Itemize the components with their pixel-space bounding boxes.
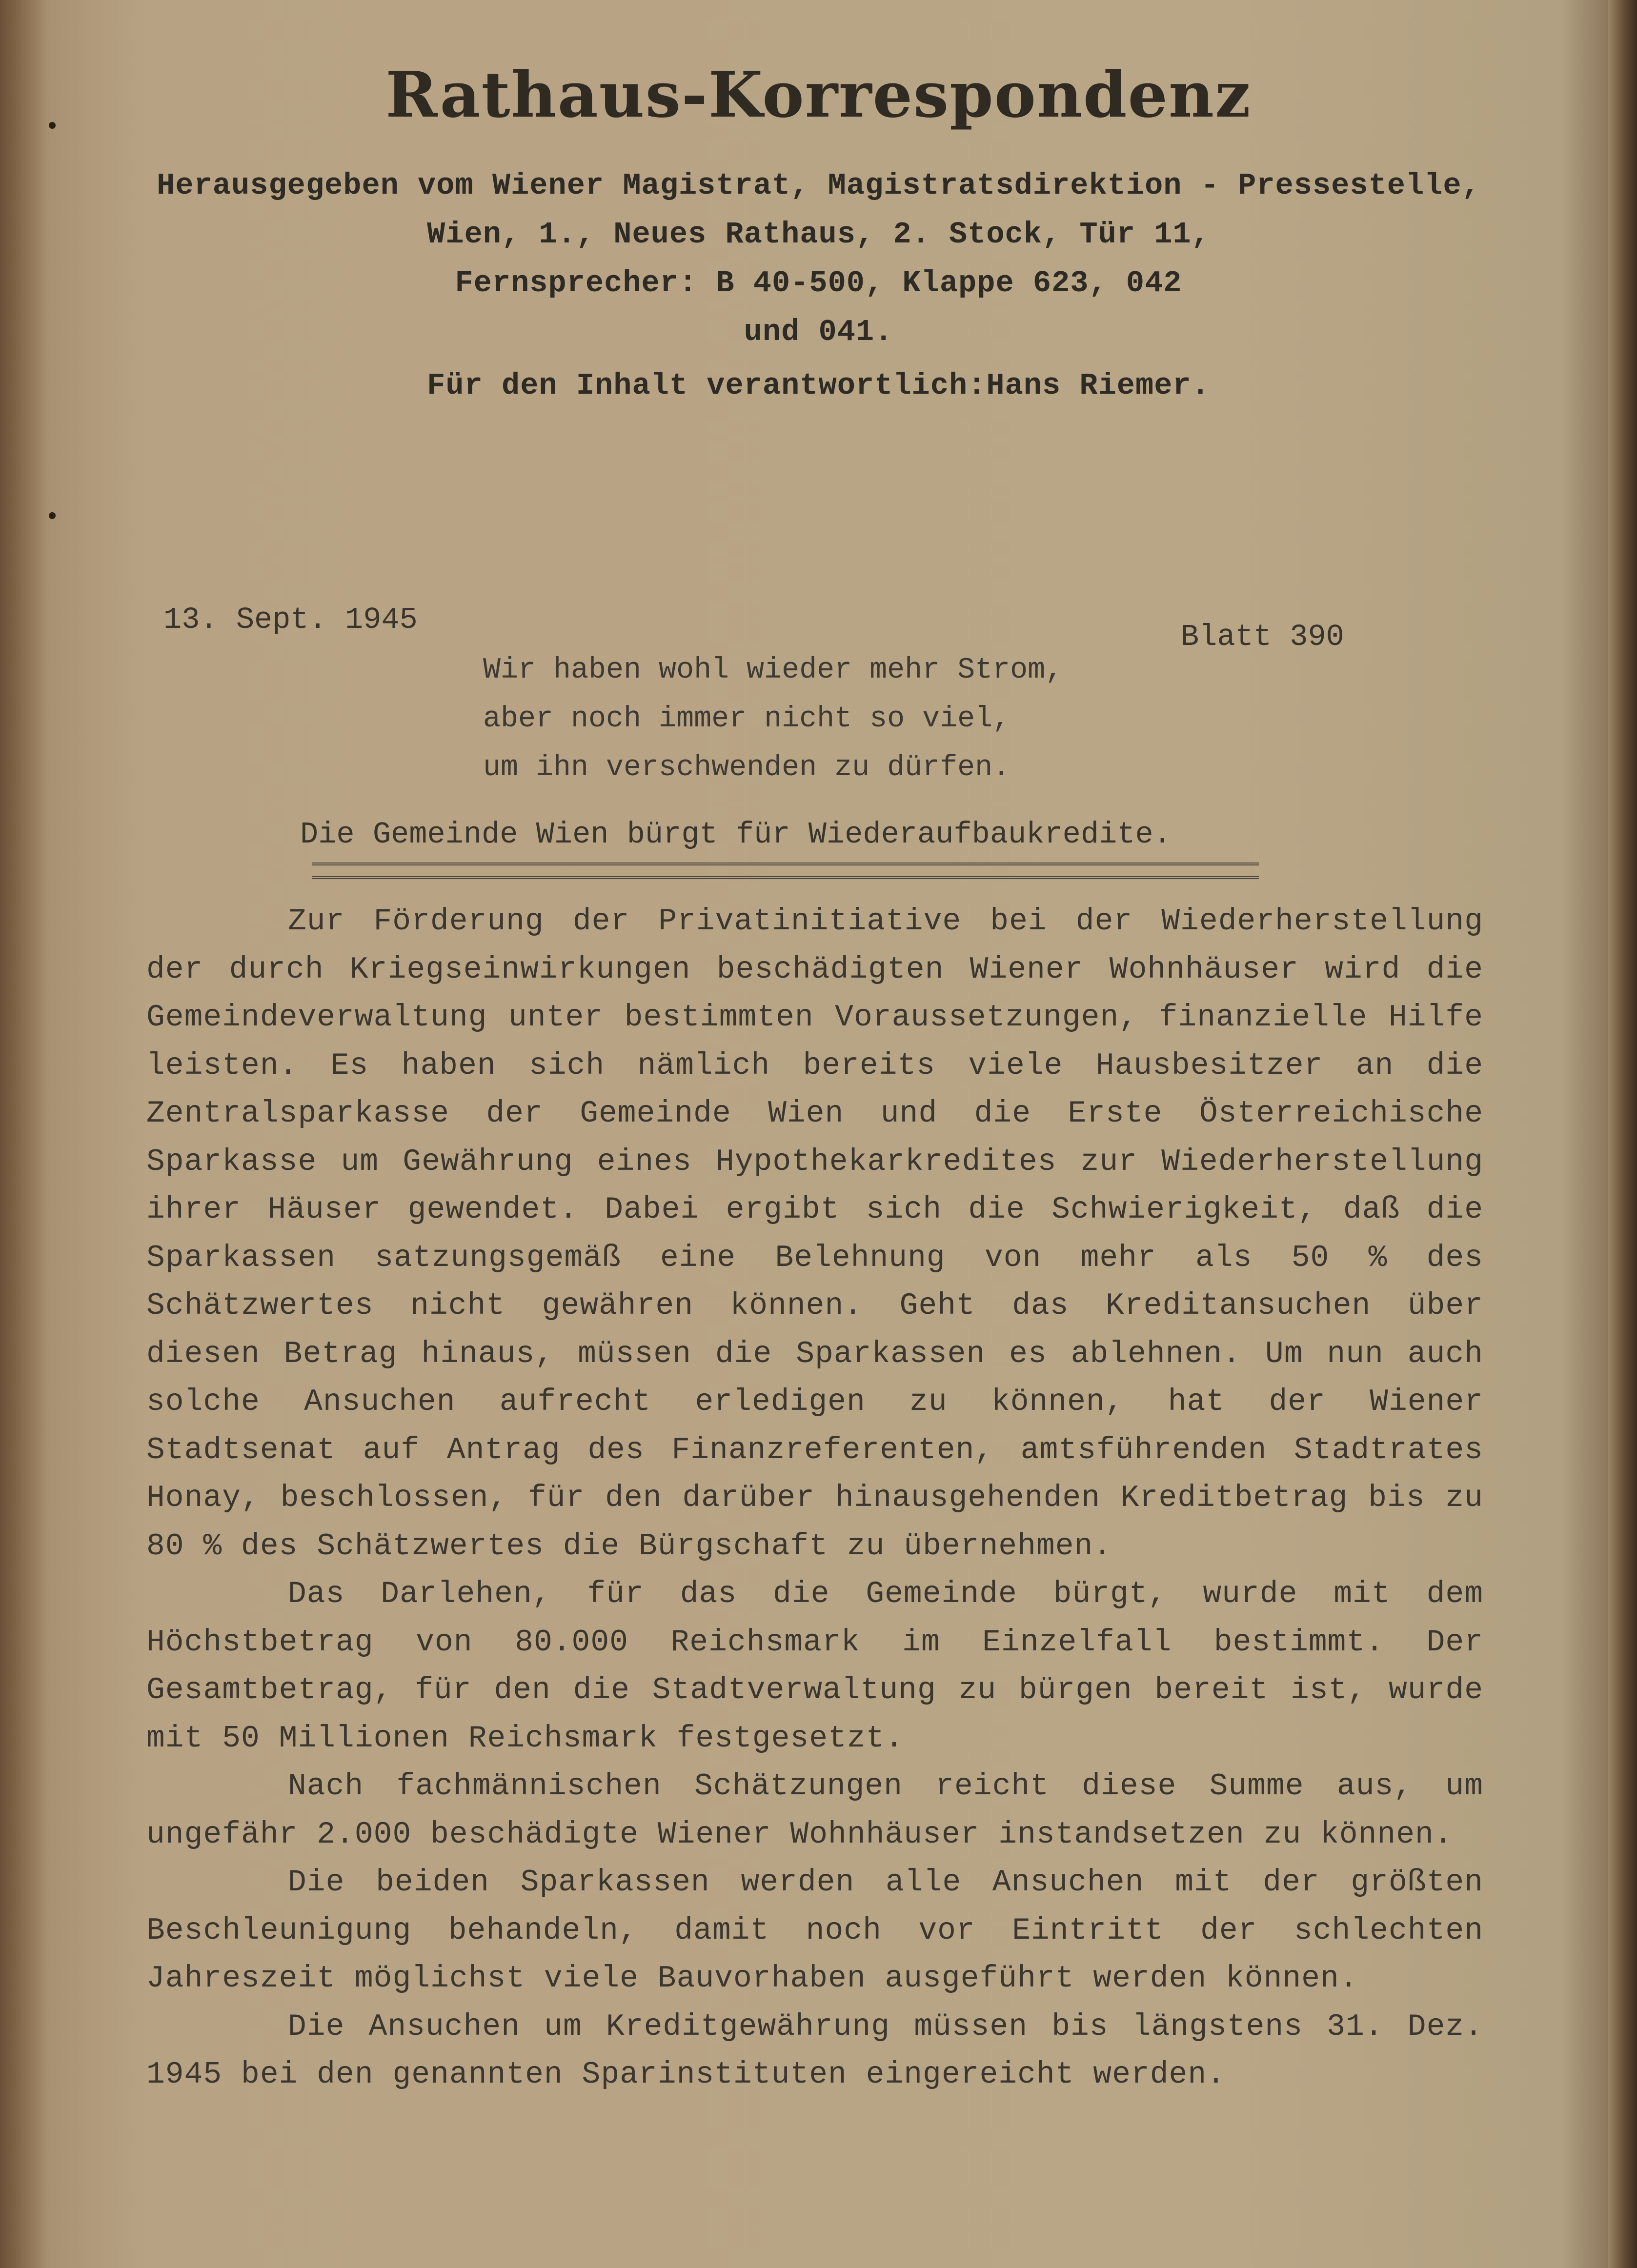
article-paragraph: Das Darlehen, für das die Gemeinde bürgt, wurde mit dem Höchstbetrag von 80.000 Reichsmark im Einzelfall bestimmt. Der Gesamtbetrag, für den die Stadtverwaltung zu bürgen bereit ist, wurde mit 50 Millionen Reichsmark festgesetzt. [146,1577,1483,1756]
binding-mark [49,512,56,519]
article-paragraph: Die Ansuchen um Kreditgewährung müssen bis längstens 31. Dez. 1945 bei den genannten Sparinstituten eingereicht werden. [146,2009,1483,2092]
phone-line: Fernsprecher: B 40-500, Klappe 623, 042 [455,266,1182,301]
phone-extension-line: und 041. [744,315,893,349]
address-line: Wien, 1., Neues Rathaus, 2. Stock, Tür 11, [427,217,1210,252]
masthead-title: Rathaus-Korrespondenz [385,59,1252,132]
publisher-line: Herausgegeben vom Wiener Magistrat, Magistratsdirektion - Pressestelle, [157,168,1480,203]
sheet-number: Blatt 390 [1181,620,1344,654]
motto-line: Wir haben wohl wieder mehr Strom, [483,654,1063,687]
title-double-underline [312,863,1259,879]
article-paragraph: Die beiden Sparkassen werden alle Ansuchen mit der größten Beschleunigung behandeln, damit noch vor Eintritt der schlechten Jahreszeit möglichst viele Bauvorhaben ausgeführt werden können. [146,1865,1483,1996]
article-paragraph: Nach fachmännischen Schätzungen reicht diese Summe aus, um ungefähr 2.000 beschädigte Wiener Wohnhäuser instandsetzen zu können. [146,1769,1483,1852]
motto-line: aber noch immer nicht so viel, [483,702,1010,736]
article-paragraph: Zur Förderung der Privatinitiative bei der Wiederherstellung der durch Kriegseinwirkungen beschädigten Wiener Wohnhäuser wird die Gemeindeverwaltung unter bestimmten Voraussetzungen, finanzielle Hilfe leisten. Es haben sich nämlich bereits viele Hausbesitzer an die Zentralsparkasse der Gemeinde Wien und die Erste Österreichische Sparkasse um Gewährung eines Hypothekarkredites zur Wiederherstellung ihrer Häuser gewendet. Dabei ergibt sich die Schwierigkeit, daß die Sparkassen satzungsgemäß eine Belehnung von mehr als 50 % des Schätzwertes nicht gewähren können. Geht das Kreditansuchen über diesen Betrag hinaus, müssen die Sparkassen es ablehnen. Um nun auch solche Ansuchen aufrecht erledigen zu können, hat der Wiener Stadtsenat auf Antrag des Finanzreferenten, amtsführenden Stadtrates Honay, beschlossen, für den darüber hinausgehenden Kreditbetrag bis zu 80 % des Schätzwertes die Bürgschaft zu übernehmen. [146,904,1483,1564]
responsible-editor-line: Für den Inhalt verantwortlich:Hans Riemer. [427,368,1210,403]
article-title: Die Gemeinde Wien bürgt für Wiederaufbaukredite. [300,817,1172,852]
issue-date: 13. Sept. 1945 [163,602,418,637]
motto-line: um ihn verschwenden zu dürfen. [483,751,1010,784]
article-body [146,898,1483,2099]
